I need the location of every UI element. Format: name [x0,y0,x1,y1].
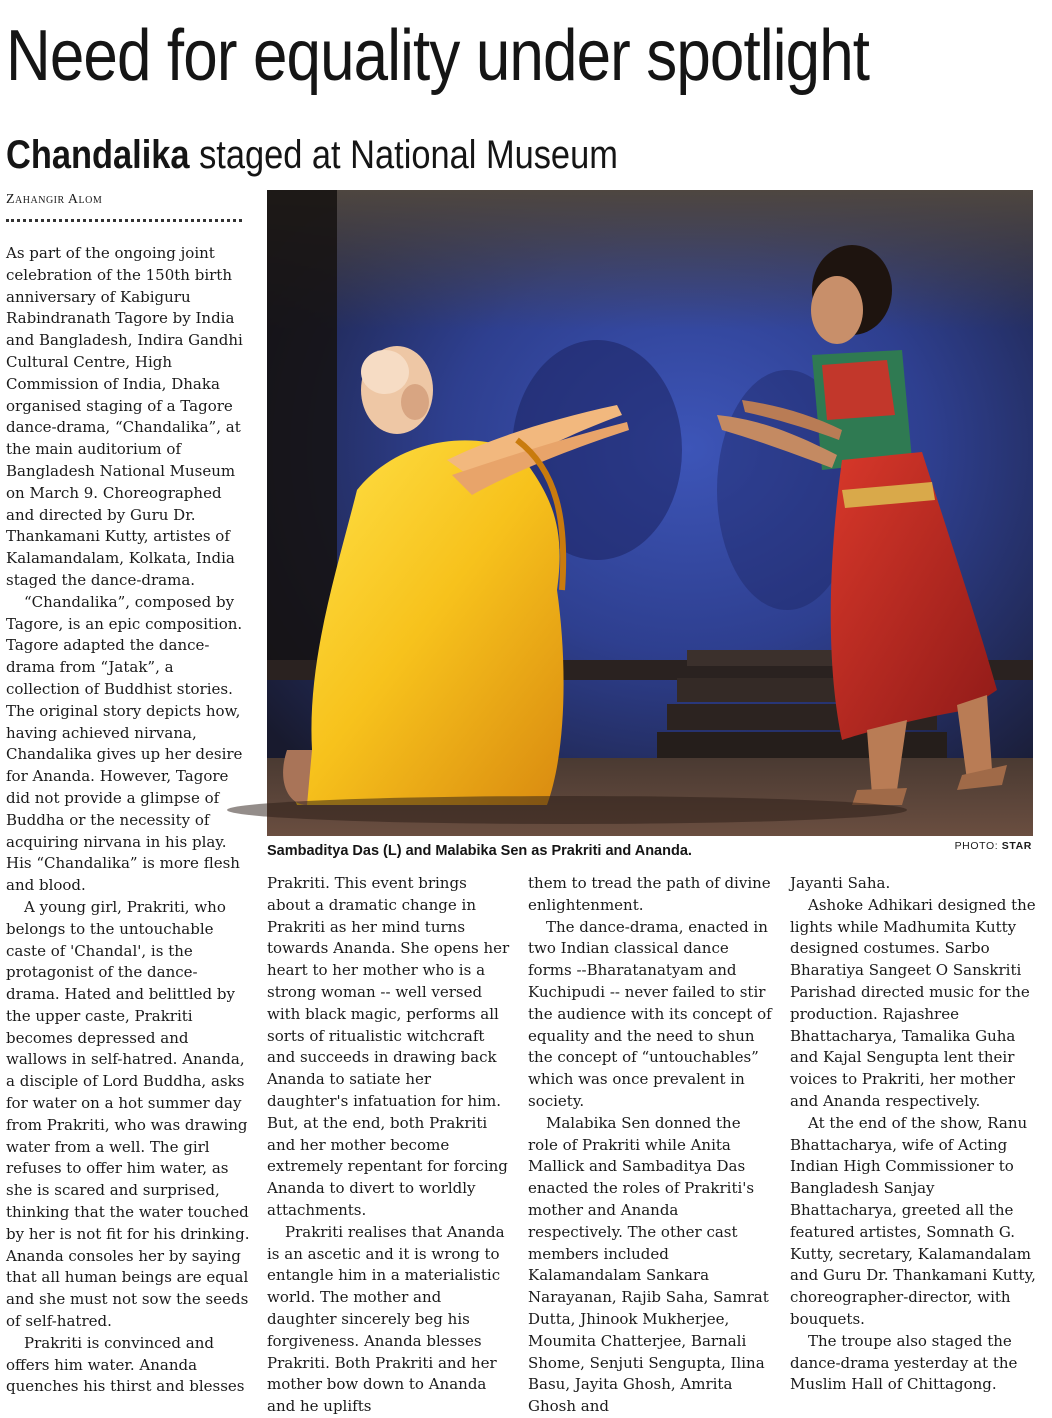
subheadline [6,132,618,178]
column-2-paragraph-2: Prakriti realises that Ananda is an ascetic and it is wrong to entangle him in a materialistic world. The mother and daughter sincerely beg his forgiveness. Ananda blesses Prakriti. Both Prakriti and her mother bow down to Ananda and he uplifts [267,1222,505,1416]
column-2-paragraph-1: Prakriti. This event brings about a dramatic change in Prakriti as her mind turns towards Ananda. She opens her heart to her mother who is a strong woman -- well versed with black magic, performs all sorts of ritualistic witchcraft and succeeds in drawing back Ananda to satiate her daughter's infatuation for him. But, at the end, both Prakriti and her mother become extremely repentant for forcing Ananda to divert to worldly attachments. [267,874,510,1219]
article-column-4 [790,873,1038,1396]
article-column-3 [528,873,774,1418]
article-column-1 [6,243,250,1398]
subhead-rest: staged at National Museum [189,133,618,177]
performance-photo [267,190,1033,836]
photo-caption: Sambaditya Das (L) and Malabika Sen as Prakriti and Ananda. [267,843,692,859]
stage-scene-illustration [267,190,1033,836]
subhead-bold-title: Chandalika [6,133,190,177]
column-3-paragraph-1: them to tread the path of divine enlightenment. [528,874,771,914]
column-1-paragraph-3: A young girl, Prakriti, who belongs to the untouchable caste of 'Chandal', is the protagonist of the dance-drama. Hated and belittled by the upper caste, Prakriti becomes depressed and wallows in self-hatred. Ananda, a disciple of Lord Buddha, asks for water on a hot summer day from Prakriti, who was drawing water from a well. The girl refuses to offer him water, as she is scared and surprised, thinking that the water touched by her is not fit for his drinking. Ananda consoles her by saying that all human beings are equal and she must not sow the seeds of self-hatred. [6,897,250,1331]
headline: Need for equality under spotlight [6,16,870,96]
byline: Zahangir Alom [6,192,103,207]
photo-credit [955,840,1032,852]
column-1-paragraph-4: Prakriti is convinced and offers him water. Ananda quenches his thirst and blesses [6,1333,245,1396]
column-4-paragraph-1: Jayanti Saha. [790,874,891,892]
column-4-paragraph-3: At the end of the show, Ranu Bhattacharya, wife of Acting Indian High Commissioner to Bangladesh Sanjay Bhattacharya, greeted all the featured artistes, Somnath G. Kutty, secretary, Kalamandalam and Guru Dr. Thankamani Kutty, choreographer-director, with bouquets. [790,1113,1036,1328]
column-3-paragraph-2: The dance-drama, enacted in two Indian classical dance forms --Bharatanatyam and Kuchipudi -- never failed to stir the audience with its concept of equality and the need to shun the concept of “untouchables” which was once prevalent in society. [528,917,772,1110]
column-3-paragraph-3: Malabika Sen donned the role of Prakriti while Anita Mallick and Sambaditya Das enacted the roles of Prakriti's mother and Ananda respectively. The other cast members included Kalamandalam Sankara Narayanan, Rajib Saha, Samrat Dutta, Jhinook Mukherjee, Moumita Chatterjee, Barnali Shome, Senjuti Sengupta, Ilina Basu, Jayita Ghosh, Amrita Ghosh and [528,1113,769,1416]
photo-credit-source: STAR [1001,840,1032,852]
photo-credit-label: PHOTO: [954,840,999,852]
byline-divider [6,216,242,222]
column-4-paragraph-2: Ashoke Adhikari designed the lights while Madhumita Kutty designed costumes. Sarbo Bharatiya Sangeet O Sanskriti Parishad directed music for the production. Rajashree Bhattacharya, Tamalika Guha and Kajal Sengupta lent their voices to Prakriti, her mother and Ananda respectively. [790,895,1036,1110]
column-1-paragraph-2: “Chandalika”, composed by Tagore, is an epic composition. Tagore adapted the dance-drama from “Jatak”, a collection of Buddhist stories. The original story depicts how, having achieved nirvana, Chandalika gives up her desire for Ananda. However, Tagore did not provide a glimpse of Buddha or the necessity of acquiring nirvana in his play. His “Chandalika” is more flesh and blood. [6,592,243,895]
column-1-paragraph-1: As part of the ongoing joint celebration of the 150th birth anniversary of Kabiguru Rabindranath Tagore by India and Bangladesh, Indira Gandhi Cultural Centre, High Commission of India, Dhaka organised staging of a Tagore dance-drama, “Chandalika”, at the main auditorium of Bangladesh National Museum on March 9. Choreographed and directed by Guru Dr. Thankamani Kutty, artistes of Kalamandalam, Kolkata, India staged the dance-drama. [6,244,243,589]
article-column-2 [267,873,513,1418]
column-4-paragraph-4: The troupe also staged the dance-drama yesterday at the Muslim Hall of Chittagong. [790,1331,1018,1394]
